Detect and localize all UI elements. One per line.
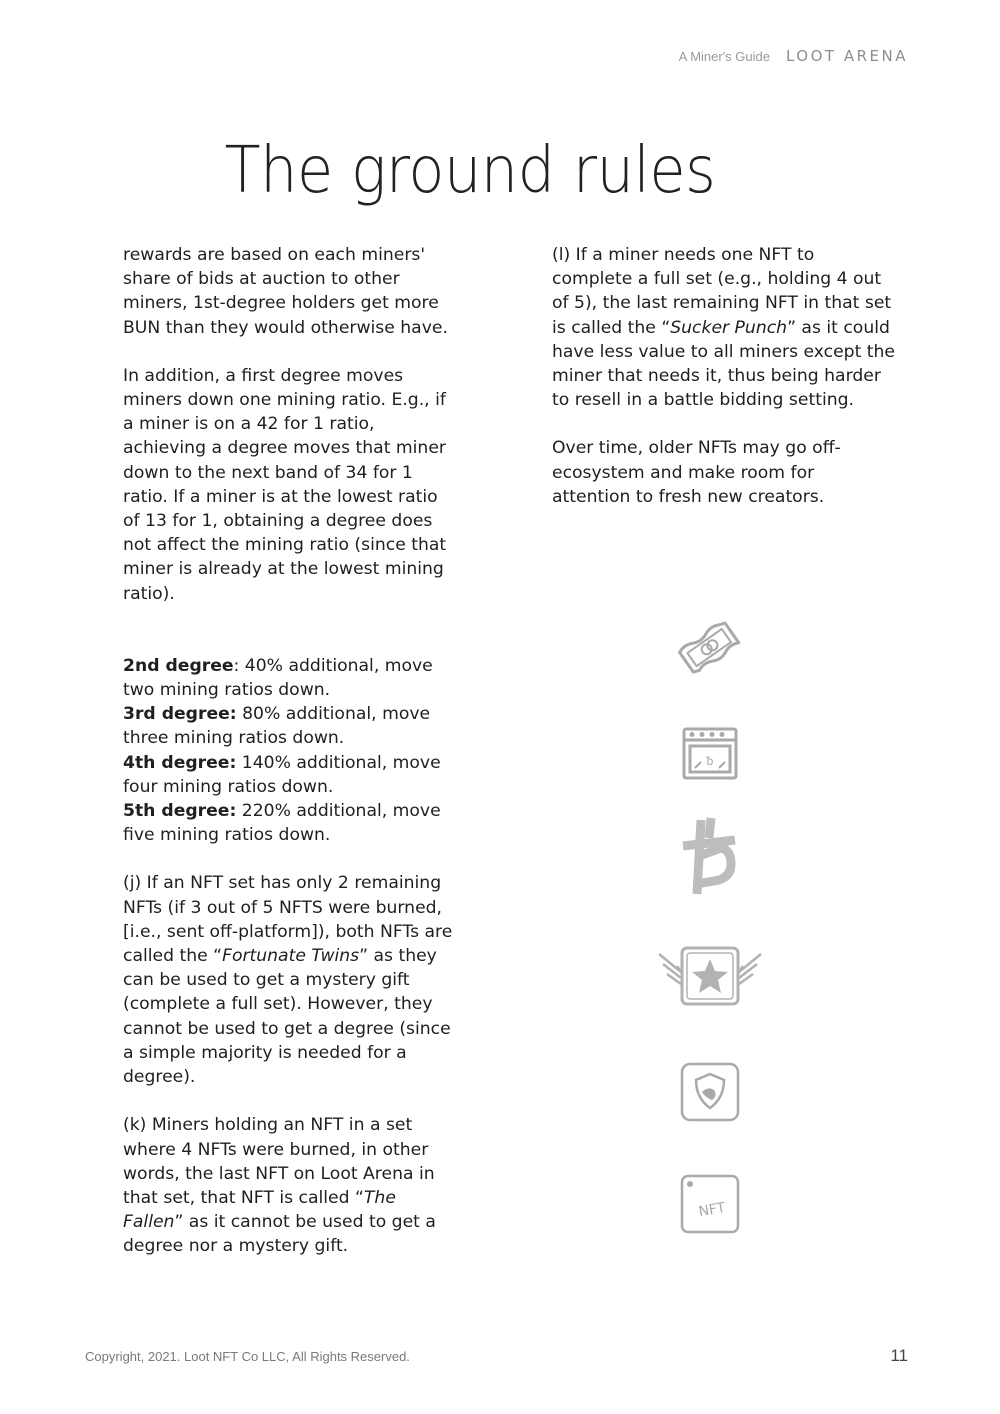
degree-label: 3rd degree: [123,704,237,725]
degree-item [123,751,458,799]
ticket-icon [652,612,767,682]
degree-text: 220% additional, move five mining ratios down. [123,801,441,846]
bun-currency-icon [652,812,767,902]
degree-item [123,702,458,750]
degree-label: 4th degree: [123,752,237,773]
svg-text:ᵬ: ᵬ [706,754,713,768]
degree-text: 140% additional, move four mining ratios down. [123,752,441,797]
paragraph-sucker-punch: (l) If a miner needs one NFT to complete a full set (e.g., holding 4 out of 5), the last remaining NFT in that set is called the “Sucker Punch” as it could have less value to all miners except the miner that needs it, thus being harder to resell in a battle bidding setting. [552,245,895,411]
guide-label: A Miner's Guide [678,49,770,64]
oven-icon [652,724,767,782]
degree-item [123,799,458,847]
paragraph-fortunate-twins: (j) If an NFT set has only 2 remaining NFTs (if 3 out of 5 NFTS were burned, [i.e., sent off-platform]), both NFTs are called the “Fortunate Twins” as they can be used to get a mystery gift (complete a full set). However, they cannot be used to get a degree (since a simple majority is needed for a degree). [123,873,453,1088]
term-fortunate-twins: Fortunate Twins [222,946,360,967]
page-header [679,47,908,65]
page-number: 11 [890,1346,908,1365]
degree-label: 5th degree: [123,801,237,822]
copyright-notice: Copyright, 2021. Loot NFT Co LLC, All Rights Reserved. [85,1349,410,1364]
paragraph-the-fallen: (k) Miners holding an NFT in a set where 4 NFTs were burned, in other words, the last NFT on Loot Arena in that set, that NFT is called “The Fallen” as it cannot be used to get a degree nor a mystery gift. [123,1115,436,1257]
svg-text:NFT: NFT [696,1199,727,1221]
star-badge-icon [652,942,767,1012]
degree-item [123,654,458,702]
paragraph-off-ecosystem: Over time, older NFTs may go off-ecosystem and make room for attention to fresh new creators. [552,438,841,507]
nft-tag-icon [652,1172,767,1236]
degree-text: 80% additional, move three mining ratios down. [123,704,431,749]
term-sucker-punch: Sucker Punch [670,317,788,338]
term-the-fallen: The Fallen [123,1187,396,1233]
brand-logo: LOOT ARENA [785,47,908,65]
degree-text: : 40% additional, move two mining ratios down. [123,655,433,701]
paragraph-first-degree: In addition, a first degree moves miners down one mining ratio. E.g., if a miner is on a 42 for 1 ratio, achieving a degree moves that miner down to the next band of 34 for 1 ratio. If a miner is at the lowest ratio of 13 for 1, obtaining a degree does not affect the mining ratio (since that miner is already at the lowest mining ratio). [123,365,447,604]
right-column [552,243,897,509]
left-column [123,243,458,1259]
degree-label: 2nd degree [123,655,234,676]
page-title: The ground rules [224,134,716,208]
paragraph-rewards: rewards are based on each miners' share of bids at auction to other miners, 1st-degree holders get more BUN than they would otherwise have. [123,245,448,338]
shield-badge-icon [652,1060,767,1124]
